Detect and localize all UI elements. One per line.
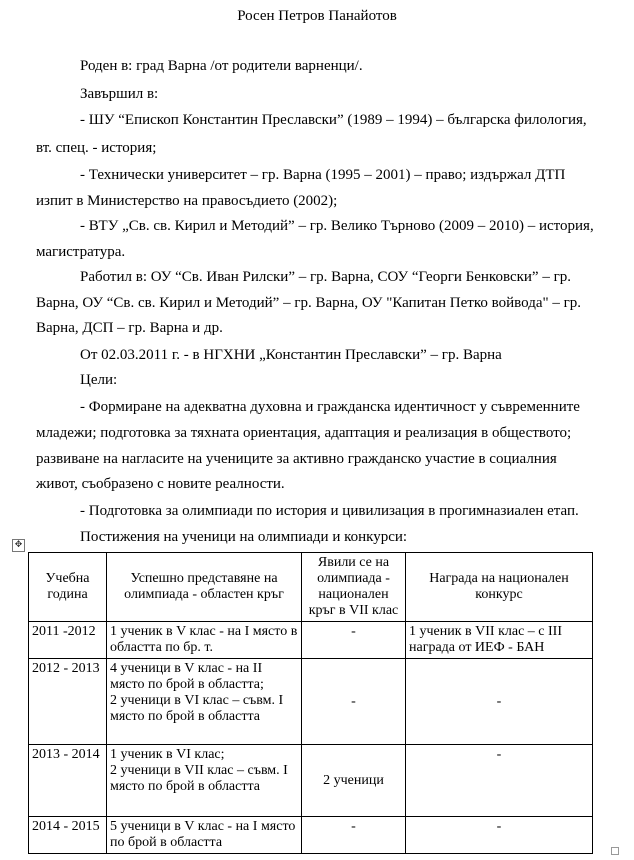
cell-award: 1 ученик в VII клас – с III награда от ИЕФ - БАН: [406, 622, 593, 659]
table-row: [29, 745, 593, 817]
cell-regional: 1 ученик в V клас - на I място в областта по бр. т.: [107, 622, 302, 659]
header-regional-olympiad: Успешно представяне на олимпиада - областен кръг: [107, 553, 302, 622]
goal-2-paragraph: - Подготовка за олимпиади по история и цивилизация в прогимназиален етап.: [80, 503, 579, 519]
goals-label: Цели:: [80, 372, 118, 388]
cell-regional: 1 ученик в VI клас; 2 ученици в VII клас – съвм. I място по брой в областта: [107, 745, 302, 817]
cell-year: 2014 - 2015: [29, 817, 107, 854]
education-3-line-2: магистратура.: [36, 244, 126, 260]
education-1-line-1: - ШУ “Епископ Константин Преславски” (1989 – 1994) – българска филология,: [80, 112, 587, 128]
cell-regional: 4 ученици в V клас - на II място по брой в областта; 2 ученици в VI клас – съвм. I място по брой в областта: [107, 659, 302, 745]
goal-1-line-2: младежи; подготовка за тяхната ориентация, адаптация и реализация в обществото;: [36, 425, 572, 441]
goal-1-line-4: живот, съобразено с новите реалности.: [36, 476, 285, 492]
cell-award: -: [406, 659, 593, 745]
since-paragraph: От 02.03.2011 г. - в НГХНИ „Константин Преславски” – гр. Варна: [80, 347, 502, 363]
education-2-line-1: - Технически университет – гр. Варна (1995 – 2001) – право; издържал ДТП: [80, 167, 566, 183]
education-3-line-1: - ВТУ „Св. св. Кирил и Методий” – гр. Велико Търново (2009 – 2010) – история,: [80, 218, 594, 234]
goal-1-line-3: развиване на нагласите на учениците за активно гражданско участие в социалния: [36, 451, 557, 467]
cell-award: -: [406, 817, 593, 854]
graduated-label: Завършил в:: [80, 86, 159, 102]
goal-1-line-1: - Формиране на адекватна духовна и гражданска идентичност у съвременните: [80, 399, 580, 415]
born-paragraph: Роден в: град Варна /от родители варненци/.: [80, 58, 363, 74]
document-title: Росен Петров Панайотов: [237, 8, 397, 24]
education-1-line-2: вт. спец. - история;: [36, 140, 157, 156]
cell-national: -: [302, 659, 406, 745]
work-line-1: Работил в: ОУ “Св. Иван Рилски” – гр. Варна, СОУ “Георги Бенковски” – гр.: [80, 269, 571, 285]
table-row: [29, 659, 593, 745]
table-header-row: [29, 553, 593, 622]
achievements-label: Постижения на ученици на олимпиади и конкурси:: [80, 529, 408, 545]
header-national-award: Награда на национален конкурс: [406, 553, 593, 622]
table-resize-handle-icon[interactable]: [611, 847, 619, 855]
cell-year: 2011 -2012: [29, 622, 107, 659]
cell-national: 2 ученици: [302, 745, 406, 817]
cell-award: -: [406, 745, 593, 817]
table-row: [29, 817, 593, 854]
work-line-2: Варна, ОУ “Св. св. Кирил и Методий” – гр. Варна, ОУ "Капитан Петко войвода" – гр.: [36, 295, 582, 311]
table-row: [29, 622, 593, 659]
cell-national: -: [302, 622, 406, 659]
cell-national: -: [302, 817, 406, 854]
achievements-table: [28, 552, 593, 854]
table-move-handle-icon[interactable]: ✥: [12, 539, 25, 552]
cell-year: 2012 - 2013: [29, 659, 107, 745]
work-line-3: Варна, ДСП – гр. Варна и др.: [36, 320, 223, 336]
cell-year: 2013 - 2014: [29, 745, 107, 817]
education-2-line-2: изпит в Министерство на правосъдието (2002);: [36, 193, 338, 209]
header-national-round: Явили се на олимпиада - национален кръг в VII клас: [302, 553, 406, 622]
header-school-year: Учебна година: [29, 553, 107, 622]
cell-regional: 5 ученици в V клас - на I място по брой в областта: [107, 817, 302, 854]
